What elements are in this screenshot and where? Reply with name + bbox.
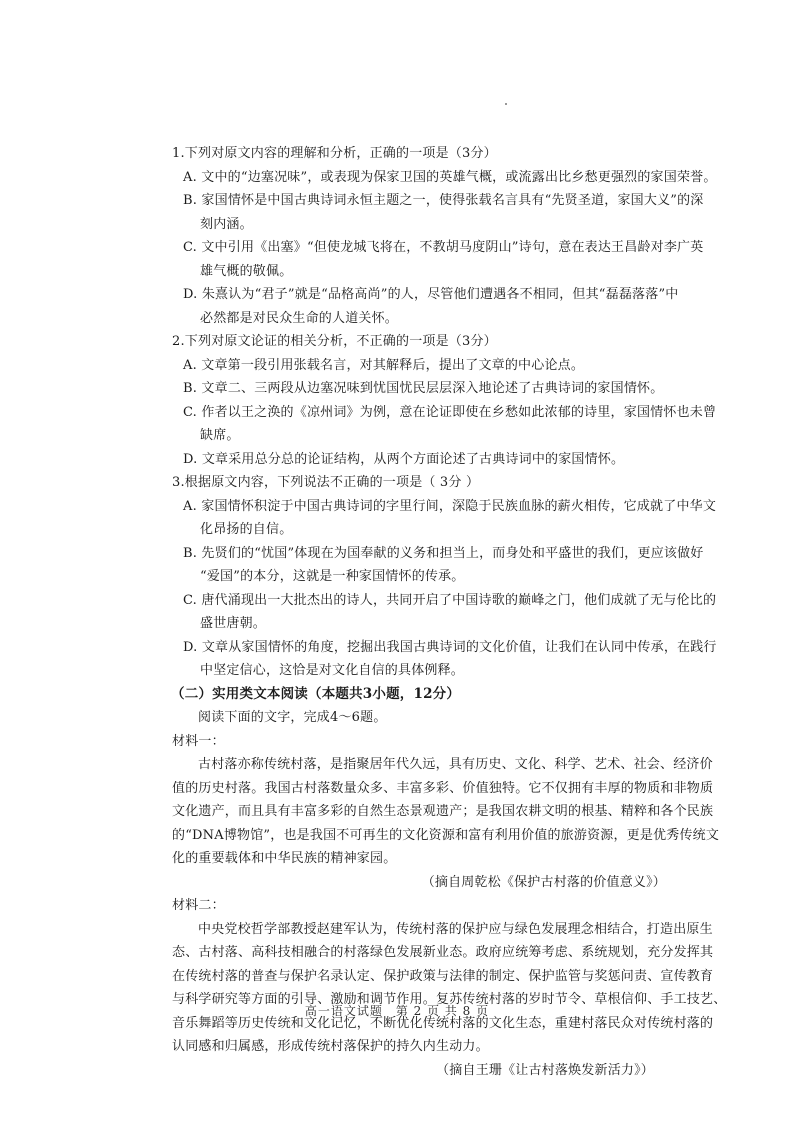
- material-2-line: 态、古村落、高科技相融合的村落绿色发展新业态。政府应统筹考虑、系统规划，充分发挥其: [172, 945, 714, 960]
- q2-stem: 2.下列对原文论证的相关分析，不正确的一项是（3分）: [172, 334, 497, 349]
- material-1-line: 值的历史村落。我国古村落数量众多、丰富多彩、价值独特。它不仅拥有丰厚的物质和非物质: [172, 780, 714, 796]
- material-1-label: 材料一：: [172, 733, 225, 749]
- q1-option-a: A. 文中的“边塞况味”，或表现为保家卫国的英雄气概，或流露出比乡愁更强烈的家国荣誉。: [183, 169, 717, 185]
- material-1-line: 的“DNA博物馆”，也是我国不可再生的文化资源和富有利用价值的旅游资源，更是优秀传统文: [172, 827, 720, 843]
- material-2-line: 中央党校哲学部教授赵建军认为，传统村落的保护应与绿色发展理念相结合，打造出原生: [198, 921, 713, 937]
- q1-option-d: D. 朱熹认为“君子”就是“品格高尚”的人，尽管他们遭遇各不相同，但其“磊磊落落”中: [183, 287, 679, 302]
- q3-option-b-cont: “爱国”的本分，这就是一种家国情怀的传承。: [200, 569, 465, 584]
- page-footer: [0, 1002, 794, 1019]
- q2-option-c: C. 作者以王之涣的《凉州词》为例，意在论证即使在乡愁如此浓郁的诗里，家国情怀也未曾: [183, 404, 717, 420]
- page-content: [172, 142, 732, 1082]
- speck-mark: [505, 103, 507, 105]
- material-2-source: （摘自王珊《让古村落焕发新活力》）: [436, 1062, 654, 1078]
- material-1-line: 古村落亦称传统村落，是指聚居年代久远，具有历史、文化、科学、艺术、社会、经济价: [198, 757, 713, 772]
- q3-option-c: C. 唐代涌现出一大批杰出的诗人，共同开启了中国诗歌的巅峰之门，他们成就了无与伦比的: [183, 592, 717, 608]
- q3-option-d: D. 文章从家国情怀的角度，挖掘出我国古典诗词的文化价值，让我们在认同中传承，在践行: [183, 639, 717, 655]
- q3-option-c-cont: 盛世唐朝。: [200, 616, 267, 631]
- q2-option-c-cont: 缺席。: [200, 428, 240, 443]
- material-2-label: 材料二：: [172, 898, 225, 913]
- q3-option-d-cont: 中坚定信心，这恰是对文化自信的具体例释。: [200, 663, 465, 678]
- material-1-line: 化的重要载体和中华民族的精神家园。: [172, 851, 397, 866]
- material-1-source: （摘自周乾松《保护古村落的价值意义》）: [421, 874, 666, 890]
- material-2-line: 与科学研究等方面的引导、激励和调节作用。复苏传统村落的岁时节令、草根信仰、手工技艺、: [172, 992, 727, 1007]
- section-2-instruction: 阅读下面的文字，完成4～6题。: [198, 710, 387, 725]
- q3-option-b: B. 先贤们的“忧国”体现在为国奉献的义务和担当上，而身处和平盛世的我们，更应该做好: [183, 545, 704, 561]
- section-2-title: （二）实用类文本阅读（本题共3小题，12分）: [171, 685, 461, 702]
- footer-page-number: 第 2 页 共 8 页: [395, 1004, 490, 1018]
- q3-option-a-cont: 化昂扬的自信。: [200, 522, 293, 537]
- q1-option-d-cont: 必然都是对民众生命的人道关怀。: [200, 310, 399, 326]
- q1-option-b: B. 家国情怀是中国古典诗词永恒主题之一，使得张载名言具有“先贤圣道，家国大义”的深: [183, 193, 704, 208]
- q2-option-a: A. 文章第一段引用张载名言，对其解释后，提出了文章的中心论点。: [183, 357, 585, 373]
- q3-stem: 3.根据原文内容，下列说法不正确的一项是（ 3分 ）: [172, 475, 480, 490]
- q1-option-c: C. 文中引用《出塞》“但使龙城飞将在，不教胡马度阴山”诗句，意在表达王昌龄对李广英: [183, 240, 704, 255]
- q2-option-d: D. 文章采用总分总的论证结构，从两个方面论述了古典诗词中的家国情怀。: [183, 451, 625, 467]
- material-2-line: 认同感和归属感，形成传统村落保护的持久内生动力。: [172, 1039, 489, 1054]
- q3-option-a: A. 家国情怀积淀于中国古典诗词的字里行间，深隐于民族血脉的薪火相传，它成就了中华文: [183, 498, 717, 514]
- material-1-line: 文化遗产，而且具有丰富多彩的自然生态景观遗产；是我国农耕文明的根基、精粹和各个民族: [172, 804, 714, 819]
- q2-option-b: B. 文章二、三两段从边塞况味到忧国忧民层层深入地论述了古典诗词的家国情怀。: [183, 381, 664, 396]
- q1-option-b-cont: 刻内涵。: [200, 216, 253, 232]
- q1-stem: 1.下列对原文内容的理解和分析，正确的一项是（3分）: [172, 146, 497, 161]
- material-2-line: 音乐舞蹈等历史传统和文化记忆，不断优化传统村落的文化生态，重建村落民众对传统村落的: [172, 1015, 714, 1031]
- material-2-line: 在传统村落的普查与保护名录认定、保护政策与法律的制定、保护监管与奖惩问责、宣传教育: [172, 968, 714, 984]
- q1-option-c-cont: 雄气概的敬佩。: [200, 263, 293, 279]
- footer-title: 高一语文试题: [304, 1004, 383, 1018]
